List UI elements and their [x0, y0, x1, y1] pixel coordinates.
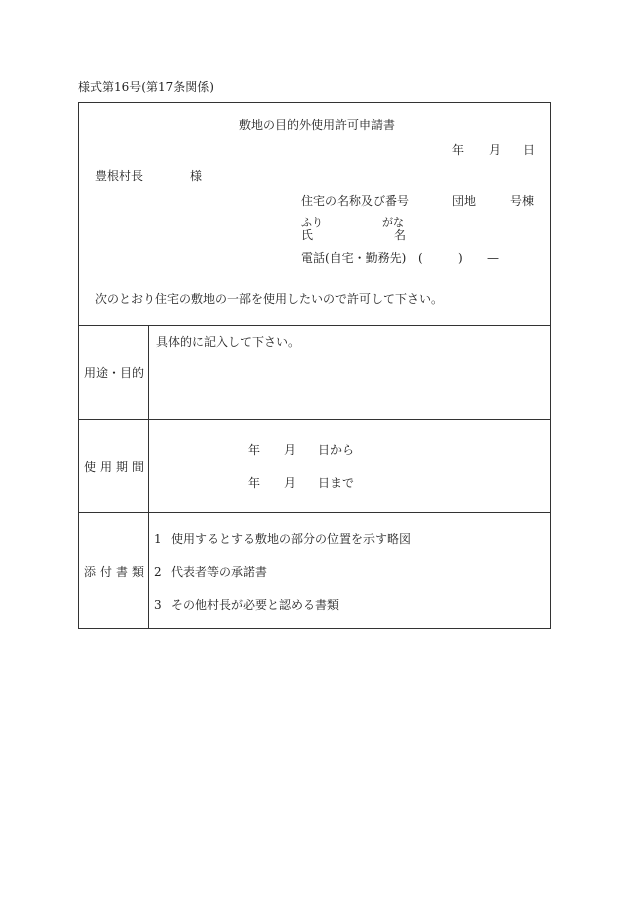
addressee-honorific: 様	[190, 169, 203, 183]
gouto-label: 号棟	[510, 194, 535, 208]
date-day: 日	[523, 143, 536, 157]
period-to-day: 日まで	[318, 476, 355, 490]
name-shi: 氏	[301, 228, 314, 242]
label-column-divider	[148, 325, 149, 629]
furigana-furi: ふり	[301, 216, 323, 229]
period-from-day: 日から	[318, 443, 355, 457]
request-text: 次のとおり住宅の敷地の一部を使用したいので許可して下さい。	[95, 292, 444, 306]
period-from-month: 月	[284, 443, 297, 457]
period-to-month: 月	[284, 476, 297, 490]
attachment-text-2: 代表者等の承諾書	[171, 565, 268, 579]
furigana-gana: がな	[382, 216, 404, 229]
attachment-text-1: 使用するとする敷地の部分の位置を示す略図	[171, 532, 412, 546]
residence-label: 住宅の名称及び番号	[301, 194, 410, 208]
attachments-label: 添付書類	[84, 565, 149, 579]
period-from-year: 年	[248, 443, 261, 457]
phone-dash: —	[487, 251, 499, 265]
attachment-num-1: 1	[154, 532, 162, 546]
attachment-num-2: 2	[154, 565, 162, 579]
form-title: 敷地の目的外使用許可申請書	[239, 118, 396, 132]
purpose-label: 用途・目的	[84, 366, 145, 380]
attachment-num-3: 3	[154, 598, 162, 612]
danchi-label: 団地	[452, 194, 477, 208]
attachment-text-3: その他村長が必要と認める書類	[171, 598, 340, 612]
name-mei: 名	[394, 228, 407, 242]
phone-open-paren: (	[418, 251, 423, 265]
phone-label: 電話(自宅・勤務先)	[301, 251, 407, 265]
period-label: 使用期間	[84, 460, 149, 474]
form-number: 様式第16号(第17条関係)	[78, 80, 214, 94]
date-year: 年	[452, 143, 465, 157]
purpose-note: 具体的に記入して下さい。	[156, 335, 301, 349]
period-to-year: 年	[248, 476, 261, 490]
date-month: 月	[489, 143, 502, 157]
addressee-name: 豊根村長	[95, 169, 144, 183]
phone-close-paren: )	[458, 251, 463, 265]
